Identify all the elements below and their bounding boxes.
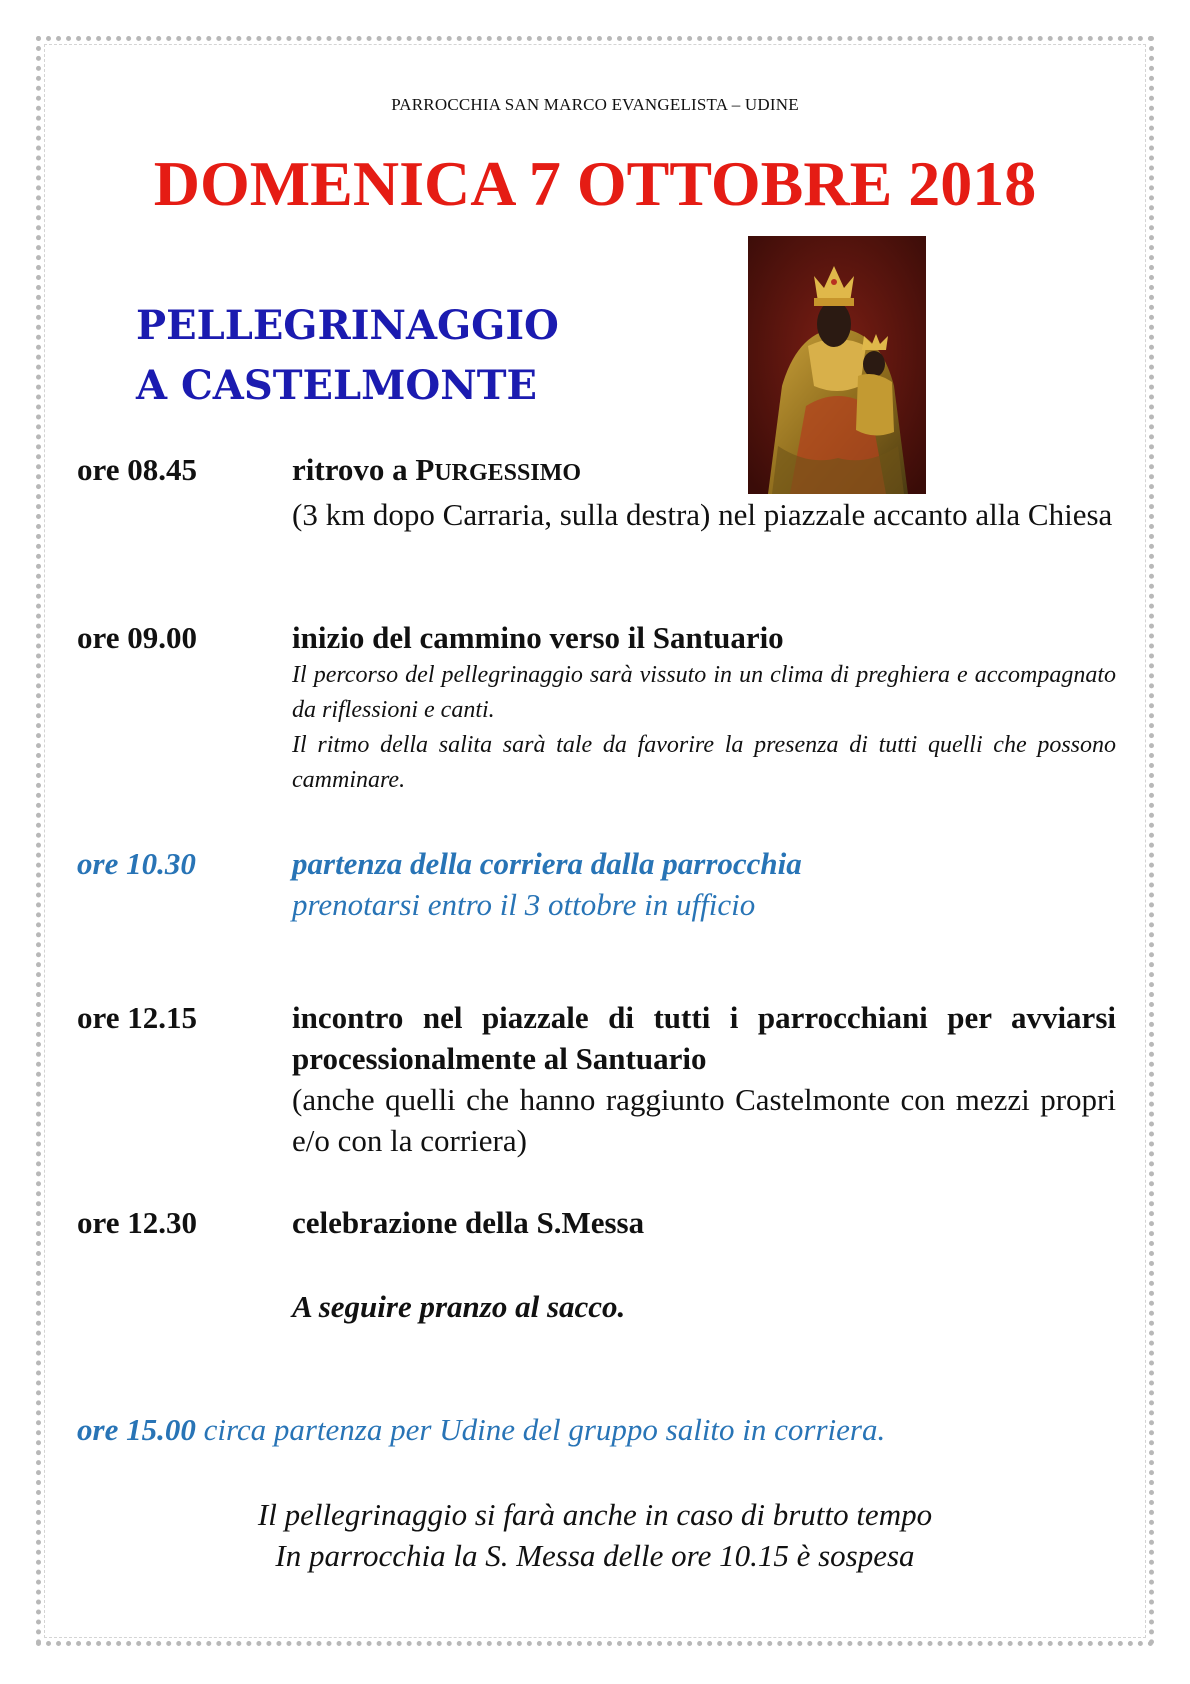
subtitle-line-1: PELLEGRINAGGIO	[136, 302, 559, 349]
schedule-title: ritrovo a PURGESSIMO	[292, 452, 582, 487]
schedule-time-0900: ore 09.00	[77, 620, 197, 655]
schedule-detail: (3 km dopo Carraria, sulla destra) nel piazzale accanto alla Chiesa	[292, 497, 1113, 532]
schedule-entry-0845	[292, 449, 1116, 535]
schedule-title: inizio del cammino verso il Santuario	[292, 620, 784, 655]
return-time: ore 15.00	[77, 1412, 196, 1447]
schedule-title: celebrazione della S.Messa	[292, 1205, 645, 1240]
pilgrimage-subtitle	[136, 296, 559, 416]
closing-notes	[0, 1494, 1190, 1576]
schedule-entry-1215	[292, 997, 1116, 1161]
parish-header: PARROCCHIA SAN MARCO EVANGELISTA – UDINE	[391, 95, 799, 114]
schedule-title: partenza della corriera dalla parrocchia	[292, 846, 802, 881]
schedule-detail: prenotarsi entro il 3 ottobre in ufficio	[292, 887, 756, 922]
schedule-time-1230: ore 12.30	[77, 1205, 197, 1240]
schedule-time-0845: ore 08.45	[77, 452, 197, 487]
schedule-time-1215: ore 12.15	[77, 1000, 197, 1035]
schedule-entry-1230	[292, 1202, 1116, 1327]
decorative-border	[36, 36, 1154, 1646]
schedule-entry-0900	[292, 617, 1116, 798]
event-date-title: DOMENICA 7 OTTOBRE 2018	[153, 148, 1037, 219]
schedule-title: incontro nel piazzale di tutti i parrocchiani per avviarsi processionalmente al Santuario	[292, 1000, 1116, 1076]
schedule-time-1030: ore 10.30	[77, 846, 196, 881]
schedule-detail: (anche quelli che hanno raggiunto Castelmonte con mezzi propri e/o con la corriera)	[292, 1082, 1116, 1158]
return-note	[77, 1412, 1157, 1448]
closing-line-2: In parrocchia la S. Messa delle ore 10.15 è sospesa	[275, 1538, 915, 1573]
schedule-note: Il ritmo della salita sarà tale da favorire la presenza di tutti quelli che possono camminare.	[292, 732, 1116, 793]
closing-line-1: Il pellegrinaggio si farà anche in caso di brutto tempo	[257, 1497, 933, 1532]
subtitle-line-2: A CASTELMONTE	[136, 362, 538, 409]
lunch-note: A seguire pranzo al sacco.	[292, 1289, 626, 1324]
return-text: circa partenza per Udine del gruppo salito in corriera.	[195, 1412, 886, 1447]
schedule-entry-1030	[292, 843, 1116, 925]
schedule-note: Il percorso del pellegrinaggio sarà vissuto in un clima di preghiera e accompagnato da riflessioni e canti.	[292, 662, 1116, 723]
